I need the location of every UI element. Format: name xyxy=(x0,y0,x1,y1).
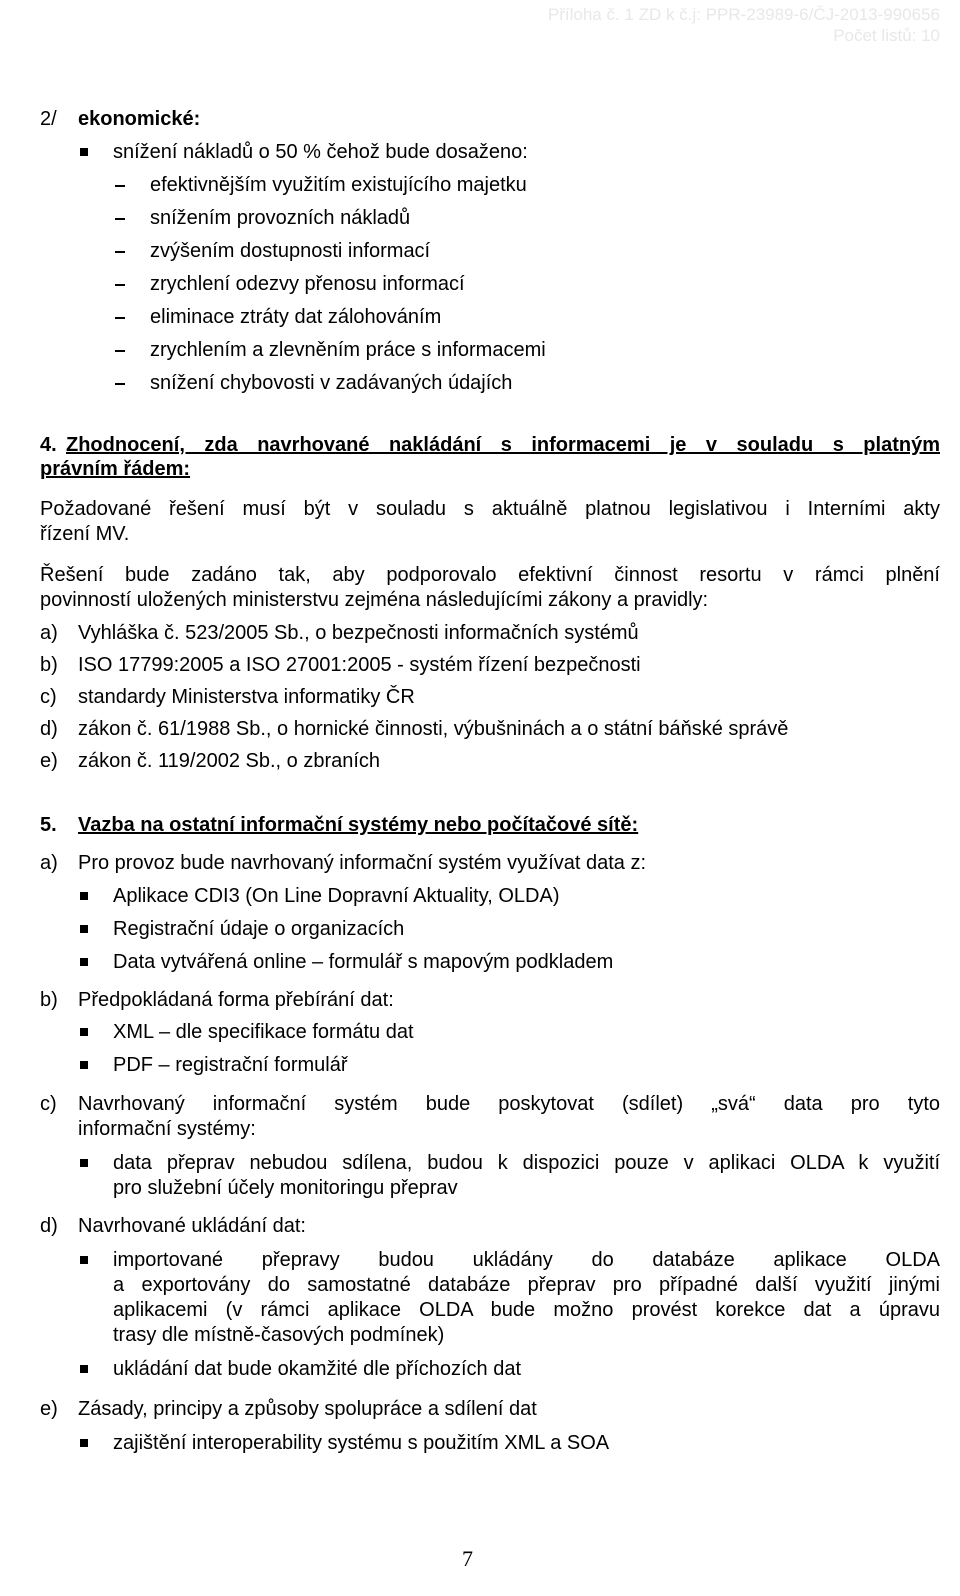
list-marker: b) xyxy=(40,654,58,676)
page-number: 7 xyxy=(462,1546,473,1571)
section-5d-item-1-line-1: importované přepravy budou ukládány do databáze aplikace OLDA xyxy=(113,1249,940,1271)
section-2-number: 2/ xyxy=(40,108,57,130)
section-5b-text: Předpokládaná forma přebírání dat: xyxy=(78,989,394,1011)
dash-icon xyxy=(115,251,125,253)
list-marker: c) xyxy=(40,686,57,708)
list-marker: e) xyxy=(40,1398,58,1420)
section-4-title-line-1: Zhodnocení, zda navrhované nakládání s informacemi je v souladu s platným xyxy=(66,434,940,456)
list-item: zvýšením dostupnosti informací xyxy=(150,240,431,262)
section-4-paragraph-1-line-2: řízení MV. xyxy=(40,523,130,545)
list-item: standardy Ministerstva informatiky ČR xyxy=(78,686,415,708)
bullet-square-icon xyxy=(80,1439,88,1447)
list-marker: a) xyxy=(40,622,58,644)
list-marker: d) xyxy=(40,718,58,740)
section-5e-item: zajištění interoperability systému s použitím XML a SOA xyxy=(113,1432,610,1454)
section-5c-text-line-2: informační systémy: xyxy=(78,1118,256,1140)
bullet-square-icon xyxy=(80,1365,88,1373)
list-item: efektivnějším využitím existujícího majetku xyxy=(150,174,527,196)
bullet-square-icon xyxy=(80,1256,88,1264)
section-2-title: ekonomické: xyxy=(78,108,201,130)
section-4-paragraph-2-line-2: povinností uložených ministerstvu zejména následujícími zákony a pravidly: xyxy=(40,589,709,611)
bullet-square-icon xyxy=(80,925,88,933)
list-item: ISO 17799:2005 a ISO 27001:2005 - systém řízení bezpečnosti xyxy=(78,654,641,676)
list-item: Vyhláška č. 523/2005 Sb., o bezpečnosti informačních systémů xyxy=(78,622,639,644)
list-item: zákon č. 119/2002 Sb., o zbraních xyxy=(78,750,381,772)
section-5-number: 5. xyxy=(40,814,57,836)
list-marker: b) xyxy=(40,989,58,1011)
section-5a-text: Pro provoz bude navrhovaný informační systém využívat data z: xyxy=(78,852,647,874)
bullet-square-icon xyxy=(80,1061,88,1069)
section-5e-text: Zásady, principy a způsoby spolupráce a sdílení dat xyxy=(78,1398,537,1420)
bullet-square-icon xyxy=(80,1028,88,1036)
list-item: Aplikace CDI3 (On Line Dopravní Aktuality, OLDA) xyxy=(113,885,560,907)
section-4-title-line-2: právním řádem: xyxy=(40,458,191,480)
list-marker: a) xyxy=(40,852,58,874)
section-5d-text: Navrhované ukládání dat: xyxy=(78,1215,306,1237)
dash-icon xyxy=(115,350,125,352)
reference-line-2: Počet listů: 10 xyxy=(833,26,940,45)
dash-icon xyxy=(115,218,125,220)
document-reference xyxy=(548,4,940,46)
reference-line-1: Příloha č. 1 ZD k č.j: PPR-23989-6/ČJ-2013-990656 xyxy=(547,5,940,24)
list-item: XML – dle specifikace formátu dat xyxy=(113,1021,414,1043)
bullet-square-icon xyxy=(80,1159,88,1167)
list-item: snížením provozních nákladů xyxy=(150,207,411,229)
dash-icon xyxy=(115,317,125,319)
dash-icon xyxy=(115,284,125,286)
section-5d-item-1-line-3: aplikacemi (v rámci aplikace OLDA bude možno provést korekce dat a úpravu xyxy=(113,1299,940,1321)
section-5c-item-line-2: pro služební účely monitoringu přeprav xyxy=(113,1177,458,1199)
list-item: zákon č. 61/1988 Sb., o hornické činnosti, výbušninách a o státní báňské správě xyxy=(78,718,789,740)
list-marker: d) xyxy=(40,1215,58,1237)
section-2-bullet: snížení nákladů o 50 % čehož bude dosaženo: xyxy=(113,141,528,163)
section-5c-text-line-1: Navrhovaný informační systém bude poskytovat (sdílet) „svá“ data pro tyto xyxy=(78,1093,940,1115)
section-5d-item-2: ukládání dat bude okamžité dle příchozích dat xyxy=(113,1358,522,1380)
section-4-paragraph-1-line-1: Požadované řešení musí být v souladu s aktuálně platnou legislativou i Interními akty xyxy=(40,498,940,520)
bullet-square-icon xyxy=(80,148,88,156)
list-item: Registrační údaje o organizacích xyxy=(113,918,405,940)
list-marker: e) xyxy=(40,750,58,772)
section-5d-item-1-line-2: a exportovány do samostatné databáze přeprav pro případné další využití jinými xyxy=(113,1274,940,1296)
bullet-square-icon xyxy=(80,892,88,900)
section-5-title: Vazba na ostatní informační systémy nebo počítačové sítě: xyxy=(78,814,639,836)
dash-icon xyxy=(115,383,125,385)
list-item: PDF – registrační formulář xyxy=(113,1054,348,1076)
list-marker: c) xyxy=(40,1093,57,1115)
list-item: zrychlení odezvy přenosu informací xyxy=(150,273,465,295)
section-5c-item-line-1: data přeprav nebudou sdílena, budou k dispozici pouze v aplikaci OLDA k využití xyxy=(113,1152,940,1174)
section-5d-item-1-line-4: trasy dle místně-časových podmínek) xyxy=(113,1324,445,1346)
list-item: snížení chybovosti v zadávaných údajích xyxy=(150,372,513,394)
bullet-square-icon xyxy=(80,958,88,966)
section-4-number: 4. xyxy=(40,434,57,456)
section-4-paragraph-2-line-1: Řešení bude zadáno tak, aby podporovalo efektivní činnost resortu v rámci plnění xyxy=(40,564,940,586)
list-item: eliminace ztráty dat zálohováním xyxy=(150,306,442,328)
dash-icon xyxy=(115,185,125,187)
list-item: Data vytvářená online – formulář s mapovým podkladem xyxy=(113,951,614,973)
list-item: zrychlením a zlevněním práce s informacemi xyxy=(150,339,546,361)
